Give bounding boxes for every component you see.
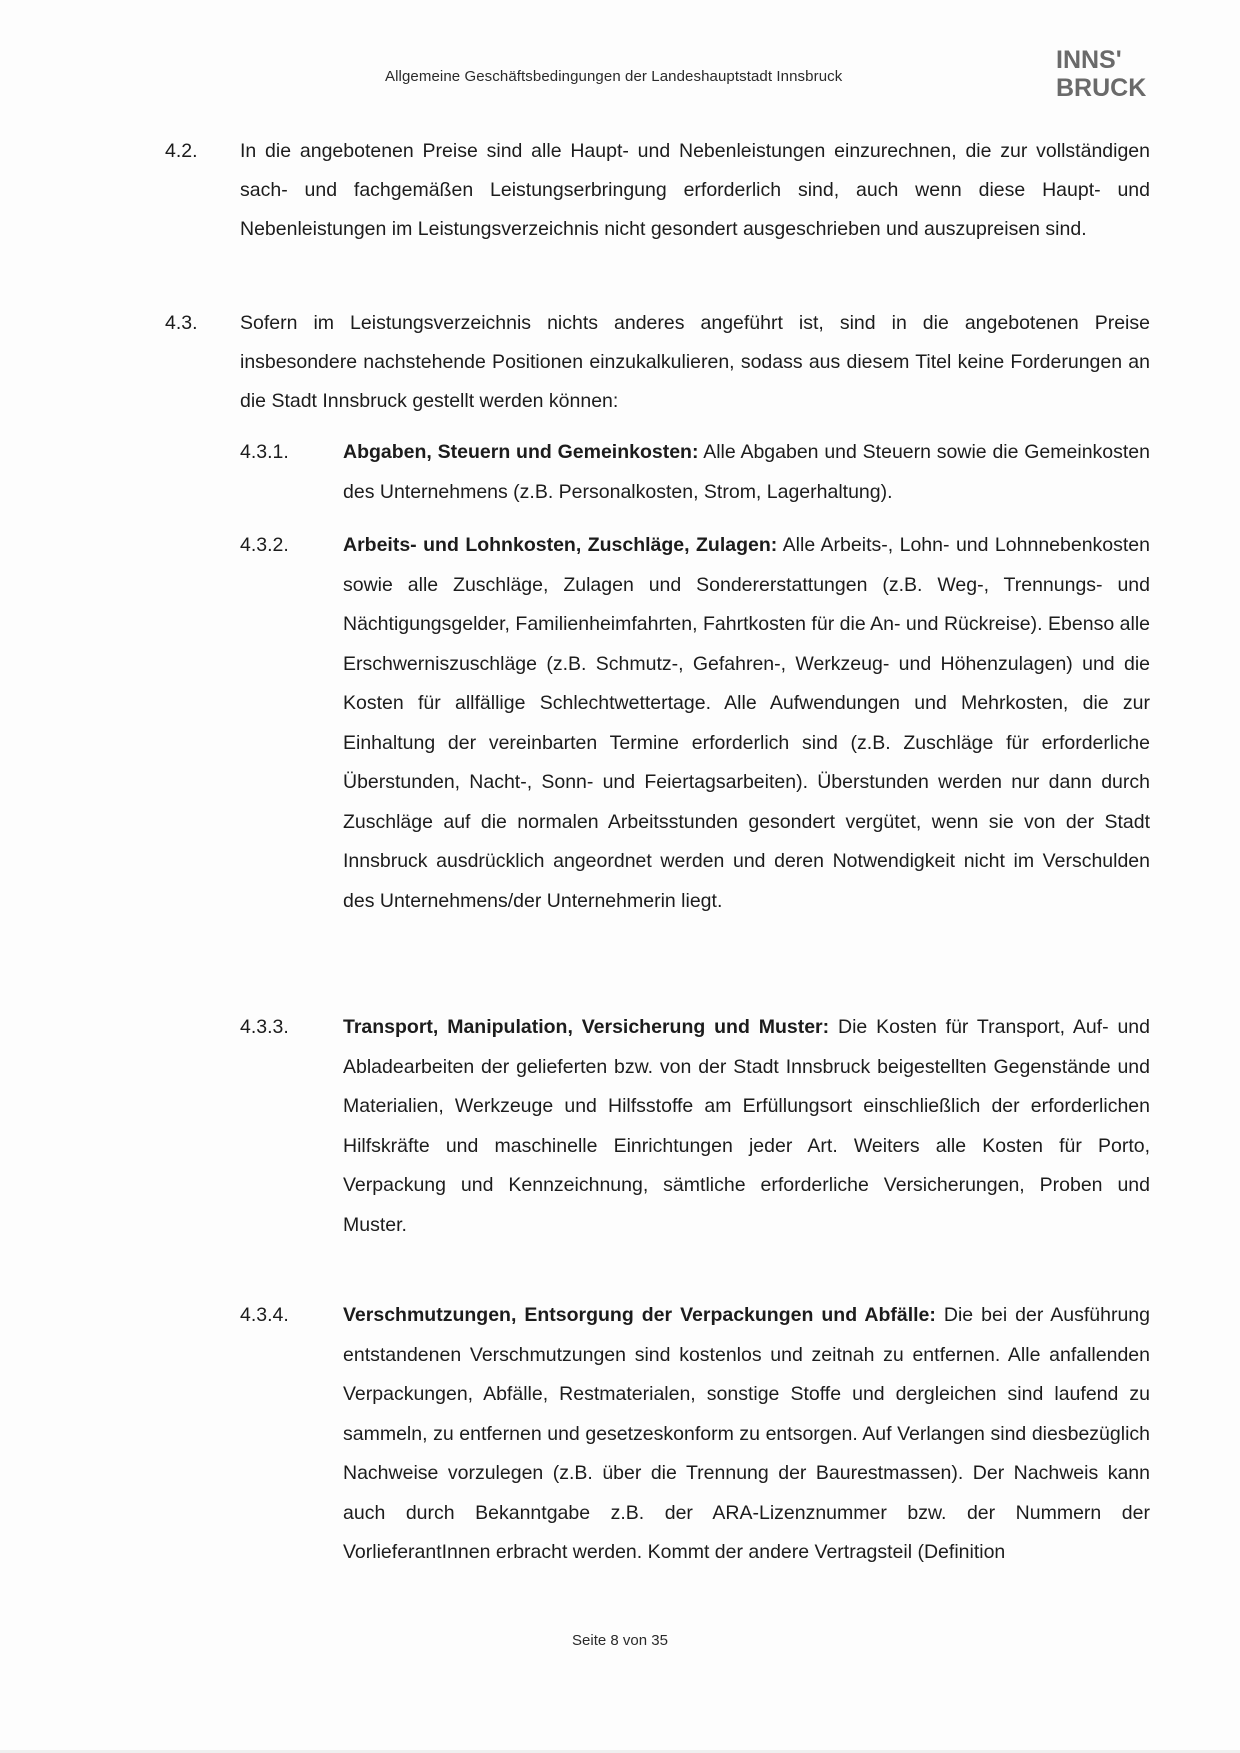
subsection-heading: Abgaben, Steuern und Gemeinkosten:	[343, 441, 699, 463]
section-text: In die angebotenen Preise sind alle Haupt- und Nebenleistungen einzurechnen, die zur vollständigen sach- und fachgemäßen Leistungserbringung erforderlich sind, auch wenn diese Haupt- und Nebenleistungen im Leistungsverzeichnis nicht gesondert ausgeschrieben und auszupreisen sind.	[240, 140, 1150, 240]
subsection-heading: Arbeits- und Lohnkosten, Zuschläge, Zulagen:	[343, 534, 778, 556]
subsection-body	[343, 1008, 1150, 1245]
subsection-number: 4.3.3.	[240, 1016, 289, 1038]
subsection-text: Die bei der Ausführung entstandenen Verschmutzungen sind kostenlos und zeitnah zu entfernen. Alle anfallenden Verpackungen, Abfälle, Restmaterialen, sonstige Stoffe und dergleichen sind laufend zu sammeln, zu entfernen und gesetzeskonform zu entsorgen. Auf Verlangen sind diesbezüglich Nachweise vorzulegen (z.B. über die Trennung der Baurestmassen). Der Nachweis kann auch durch Bekanntgabe z.B. der ARA-Lizenznummer bzw. der Nummern der VorlieferantInnen erbracht werden. Kommt der andere Vertragsteil (Definition	[343, 1304, 1150, 1563]
subsection-number: 4.3.4.	[240, 1304, 289, 1326]
page-number: Seite 8 von 35	[572, 1632, 668, 1649]
subsection-number: 4.3.2.	[240, 534, 289, 556]
subsection-text: Die Kosten für Transport, Auf- und Abladearbeiten der gelieferten bzw. von der Stadt Innsbruck beigestellten Gegenstände und Materialien, Werkzeuge und Hilfsstoffe am Erfüllungsort einschließlich der erforderlichen Hilfskräfte und maschinelle Einrichtungen jeder Art. Weiters alle Kosten für Porto, Verpackung und Kennzeichnung, sämtliche erforderliche Versicherungen, Proben und Muster.	[343, 1016, 1150, 1236]
header-title: Allgemeine Geschäftsbedingungen der Landeshauptstadt Innsbruck	[385, 68, 843, 85]
section-4-2	[165, 132, 1150, 249]
section-4-3	[165, 304, 1150, 421]
subsection-text: Alle Abgaben und Steuern sowie die Gemeinkosten des Unternehmens (z.B. Personalkosten, Strom, Lagerhaltung).	[343, 441, 1151, 503]
subsection-body	[343, 526, 1150, 921]
subsection-4-3-1	[240, 433, 1150, 512]
subsection-number: 4.3.1.	[240, 441, 289, 463]
logo-line2: BRUCK	[1056, 74, 1147, 102]
section-number: 4.3.	[165, 312, 198, 334]
subsection-text: Alle Arbeits-, Lohn- und Lohnnebenkosten sowie alle Zuschläge, Zulagen und Sondererstattungen (z.B. Weg-, Trennungs- und Nächtigungsgelder, Familienheimfahrten, Fahrtkosten für die An- und Rückreise). Ebenso alle Erschwerniszuschläge (z.B. Schmutz-, Gefahren-, Werkzeug- und Höhenzulagen) und die Kosten für allfällige Schlechtwettertage. Alle Aufwendungen und Mehrkosten, die zur Einhaltung der vereinbarten Termine erforderlich sind (z.B. Zuschläge für erforderliche Überstunden, Nacht-, Sonn- und Feiertagsarbeiten). Überstunden werden nur dann durch Zuschläge auf die normalen Arbeitsstunden gesondert vergütet, wenn sie von der Stadt Innsbruck ausdrücklich angeordnet werden und deren Notwendigkeit nicht im Verschulden des Unternehmens/der Unternehmerin liegt.	[343, 534, 1150, 912]
subsection-4-3-4	[240, 1296, 1150, 1573]
subsection-4-3-2	[240, 526, 1150, 921]
logo-line1: INNS'	[1056, 46, 1122, 74]
section-text: Sofern im Leistungsverzeichnis nichts anderes angeführt ist, sind in die angebotenen Preise insbesondere nachstehende Positionen einzukalkulieren, sodass aus diesem Titel keine Forderungen an die Stadt Innsbruck gestellt werden können:	[240, 312, 1150, 412]
section-number: 4.2.	[165, 140, 198, 162]
subsection-body	[343, 1296, 1150, 1573]
subsection-body	[343, 433, 1150, 512]
subsection-4-3-3	[240, 1008, 1150, 1245]
innsbruck-logo	[1052, 44, 1162, 104]
subsection-heading: Verschmutzungen, Entsorgung der Verpackungen und Abfälle:	[343, 1304, 936, 1326]
subsection-heading: Transport, Manipulation, Versicherung und Muster:	[343, 1016, 830, 1038]
